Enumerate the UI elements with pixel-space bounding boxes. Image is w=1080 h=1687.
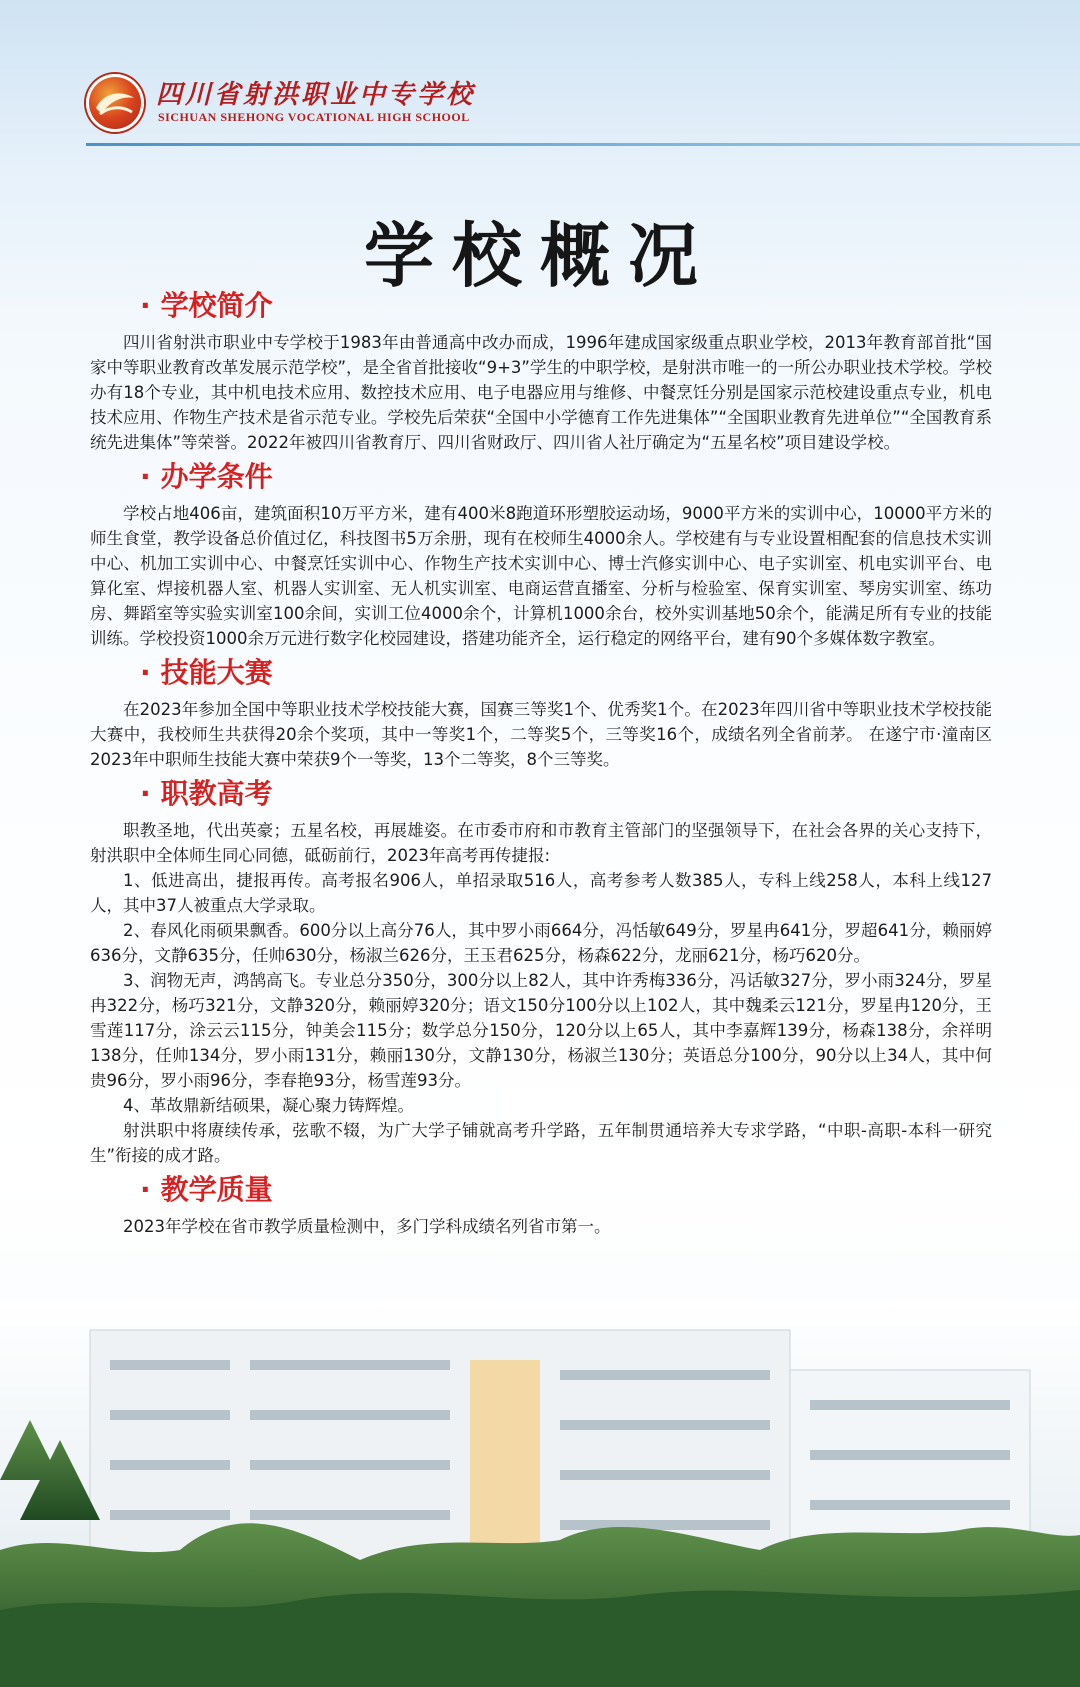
content-area <box>90 288 992 1243</box>
section-skills-contest <box>90 655 992 772</box>
section-title <box>140 776 992 812</box>
section-conditions <box>90 459 992 651</box>
bullet-icon: · <box>140 289 151 322</box>
section-title <box>140 459 992 495</box>
header-divider <box>86 143 1080 146</box>
section-title-text: 教学质量 <box>160 1173 273 1206</box>
paragraph: 1、低进高出，捷报再传。高考报名906人，单招录取516人，高考参考人数385人，专科上线258人，本科上线127人，其中37人被重点大学录取。 <box>90 871 992 915</box>
section-teaching-quality <box>90 1172 992 1239</box>
paragraph: 在2023年参加全国中等职业技术学校技能大赛，国赛三等奖1个、优秀奖1个。在2023年四川省中等职业技术学校技能大赛中，我校师生共获得20余个奖项，其中一等奖1个，二等奖5个，三等奖16个，成绩名列全省前茅。 在遂宁市·潼南区2023年中职师生技能大赛中荣获9个一等奖，13个二等奖，8个三等奖。 <box>90 700 992 769</box>
page-title: 学校概况 <box>364 215 716 297</box>
bullet-icon: · <box>140 460 151 493</box>
section-title <box>140 1172 992 1208</box>
paragraph: 射洪职中将赓续传承，弦歌不辍，为广大学子铺就高考升学路，五年制贯通培养大专求学路，“中职-高职-本科一研究生”衔接的成才路。 <box>90 1121 992 1165</box>
bullet-icon: · <box>140 656 151 689</box>
section-title-text: 职教高考 <box>160 777 273 810</box>
section-school-intro <box>90 288 992 455</box>
school-name-cn: 四川省射洪职业中专学校 <box>156 80 476 110</box>
paragraph: 3、润物无声，鸿鹄高飞。专业总分350分，300分以上82人，其中许秀梅336分，冯话敏327分，罗小雨324分，罗星冉322分，杨巧321分，文静320分，赖丽婷320分；语文150分100分以上102人，其中魏柔云121分，罗星冉120分，王雪莲117分，涂云云115分，钟美会115分；数学总分150分，120分以上65人，其中李嘉辉139分，杨森138分，余祥明138分，任帅134分，罗小雨131分，赖丽130分，文静130分，杨淑兰130分；英语总分100分，90分以上34人，其中何贵96分，罗小雨96分，李春艳93分，杨雪莲93分。 <box>90 971 992 1090</box>
section-title-text: 技能大赛 <box>160 656 273 689</box>
section-title <box>140 288 992 324</box>
section-title-text: 学校简介 <box>160 289 273 322</box>
section-vocational-exam <box>90 776 992 1168</box>
paragraph: 学校占地406亩，建筑面积10万平方米，建有400米8跑道环形塑胶运动场，9000平方米的实训中心，10000平方米的师生食堂，教学设备总价值过亿，科技图书5万余册，现有在校师生4000余人。学校建有与专业设置相配套的信息技术实训中心、机加工实训中心、中餐烹饪实训中心、作物生产技术实训中心、博士汽修实训中心、电子实训室、机电实训平台、电算化室、焊接机器人室、机器人实训室、无人机实训室、电商运营直播室、分析与检验室、保育实训室、琴房实训室、练功房、舞蹈室等实验实训室100余间，实训工位4000余个，计算机1000余台，校外实训基地50余个，能满足所有专业的技能训练。学校投资1000余万元进行数字化校园建设，搭建功能齐全，运行稳定的网络平台，建有90个多媒体数字教室。 <box>90 504 992 648</box>
paragraph: 2023年学校在省市教学质量检测中，多门学科成绩名列省市第一。 <box>123 1217 611 1236</box>
bullet-icon: · <box>140 777 151 810</box>
campus-building-image <box>0 1300 1080 1687</box>
bullet-icon: · <box>140 1173 151 1206</box>
paragraph: 4、革故鼎新结硕果，凝心聚力铸辉煌。 <box>123 1096 414 1115</box>
school-name-en: SICHUAN SHEHONG VOCATIONAL HIGH SCHOOL <box>158 110 470 124</box>
paragraph: 职教圣地，代出英豪；五星名校，再展雄姿。在市委市府和市教育主管部门的坚强领导下，在社会各界的关心支持下，射洪职中全体师生同心同德，砥砺前行，2023年高考再传捷报: <box>90 821 992 865</box>
paragraph: 四川省射洪市职业中专学校于1983年由普通高中改办而成，1996年建成国家级重点职业学校，2013年教育部首批“国家中等职业教育改革发展示范学校”，是全省首批接收“9+3”学生的中职学校，是射洪市唯一的一所公办职业技术学校。学校办有18个专业，其中机电技术应用、数控技术应用、电子电器应用与维修、中餐烹饪分别是国家示范校建设重点专业，机电技术应用、作物生产技术是省示范专业。学校先后荣获“全国中小学德育工作先进集体”“全国职业教育先进单位”“全国教育系统先进集体”等荣誉。2022年被四川省教育厅、四川省财政厅、四川省人社厅确定为“五星名校”项目建设学校。 <box>90 333 992 452</box>
section-title <box>140 655 992 691</box>
paragraph: 2、春风化雨硕果飘香。600分以上高分76人，其中罗小雨664分，冯恬敏649分，罗星冉641分，罗超641分，赖丽婷636分，文静635分，任帅630分，杨淑兰626分，王玉君625分，杨森622分，龙丽621分，杨巧620分。 <box>90 921 992 965</box>
school-emblem-icon <box>86 74 144 132</box>
section-title-text: 办学条件 <box>160 460 273 493</box>
school-header <box>86 70 506 130</box>
